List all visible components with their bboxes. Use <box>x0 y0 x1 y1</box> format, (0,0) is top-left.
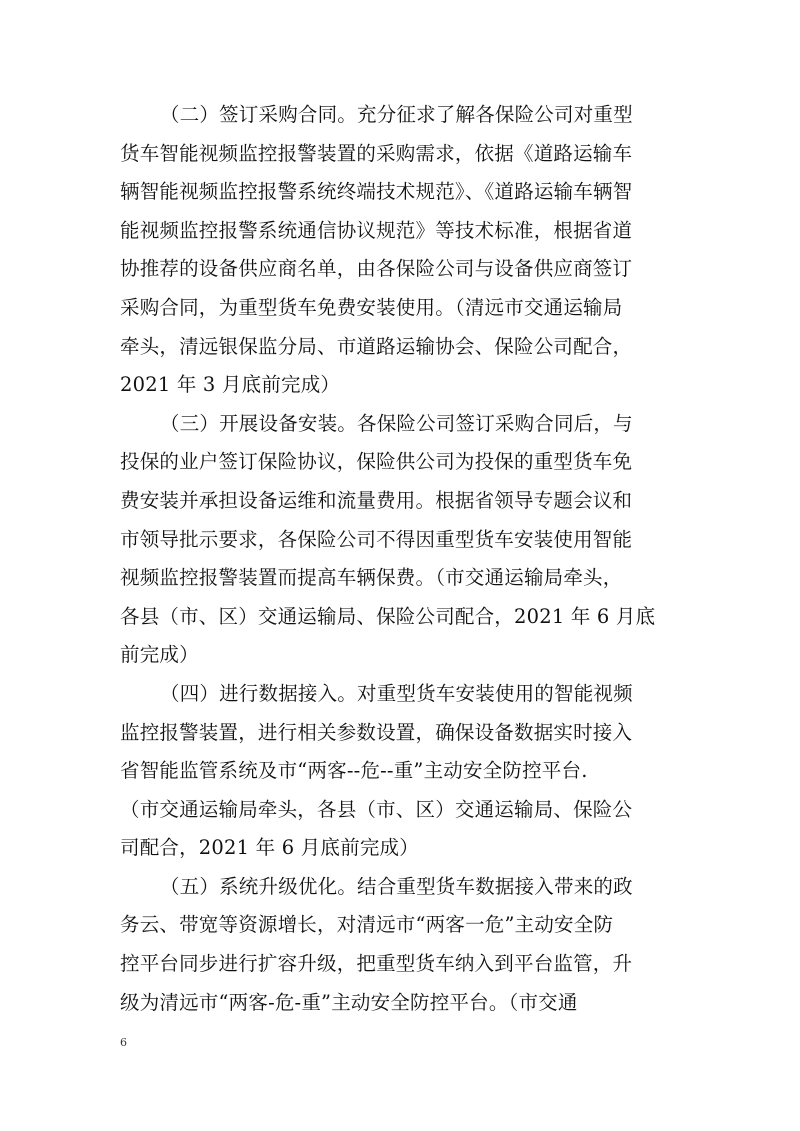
paragraph-line: 各县（市、区）交通运输局、保险公司配合，2021 年 6 月底 <box>120 604 656 628</box>
paragraph-line: （四）进行数据接入。对重型货车安装使用的智能视频 <box>160 681 633 705</box>
paragraph-line: 监控报警装置，进行相关参数设置，确保设备数据实时接入 <box>120 720 633 744</box>
paragraph-line: 辆智能视频监控报警系统终端技术规范》、《道路运输车辆智 <box>120 180 633 204</box>
paragraph-line: 投保的业户签订保险协议，保险供公司为投保的重型货车免 <box>120 450 633 474</box>
paragraph-line: 市领导批示要求，各保险公司不得因重型货车安装使用智能 <box>120 527 633 551</box>
paragraph-line: 务云、带宽等资源增长，对清远市“两客一危”主动安全防 <box>120 913 614 937</box>
paragraph-line: （市交通运输局牵头，各县（市、区）交通运输局、保险公 <box>120 797 633 821</box>
paragraph-line: 采购合同，为重型货车免费安装使用。（清远市交通运输局 <box>120 295 623 319</box>
page-number: 6 <box>120 1036 127 1049</box>
document-body <box>120 96 680 1022</box>
paragraph-line: 费安装并承担设备运维和流量费用。根据省领导专题会议和 <box>120 488 633 512</box>
paragraph-line: 货车智能视频监控报警装置的采购需求，依据《道路运输车 <box>120 141 633 165</box>
paragraph-line: 司配合，2021 年 6 月底前完成） <box>120 836 419 860</box>
paragraph-line: 省智能监管系统及市“两客--危--重”主动安全防控平台. <box>120 759 588 783</box>
paragraph-line: 牵头，清远银保监分局、市道路运输协会、保险公司配合， <box>120 334 633 358</box>
paragraph-line: 级为清远市“两客-危-重”主动安全防控平台。（市交通 <box>120 990 578 1014</box>
paragraph-line: 协推荐的设备供应商名单，由各保险公司与设备供应商签订 <box>120 257 633 281</box>
paragraph-line: 2021 年 3 月底前完成） <box>120 373 341 397</box>
paragraph-line: 能视频监控报警系统通信协议规范》等技术标准，根据省道 <box>120 218 633 242</box>
paragraph-line: （三）开展设备安装。各保险公司签订采购合同后，与 <box>160 411 633 435</box>
paragraph-line: 视频监控报警装置而提高车辆保费。（市交通运输局牵头， <box>120 566 623 590</box>
paragraph-line: 控平台同步进行扩容升级，把重型货车纳入到平台监管，升 <box>120 952 633 976</box>
paragraph-line: 前完成） <box>120 643 199 667</box>
paragraph-line: （五）系统升级优化。结合重型货车数据接入带来的政 <box>160 874 633 898</box>
paragraph-line: （二）签订采购合同。充分征求了解各保险公司对重型 <box>160 103 633 126</box>
